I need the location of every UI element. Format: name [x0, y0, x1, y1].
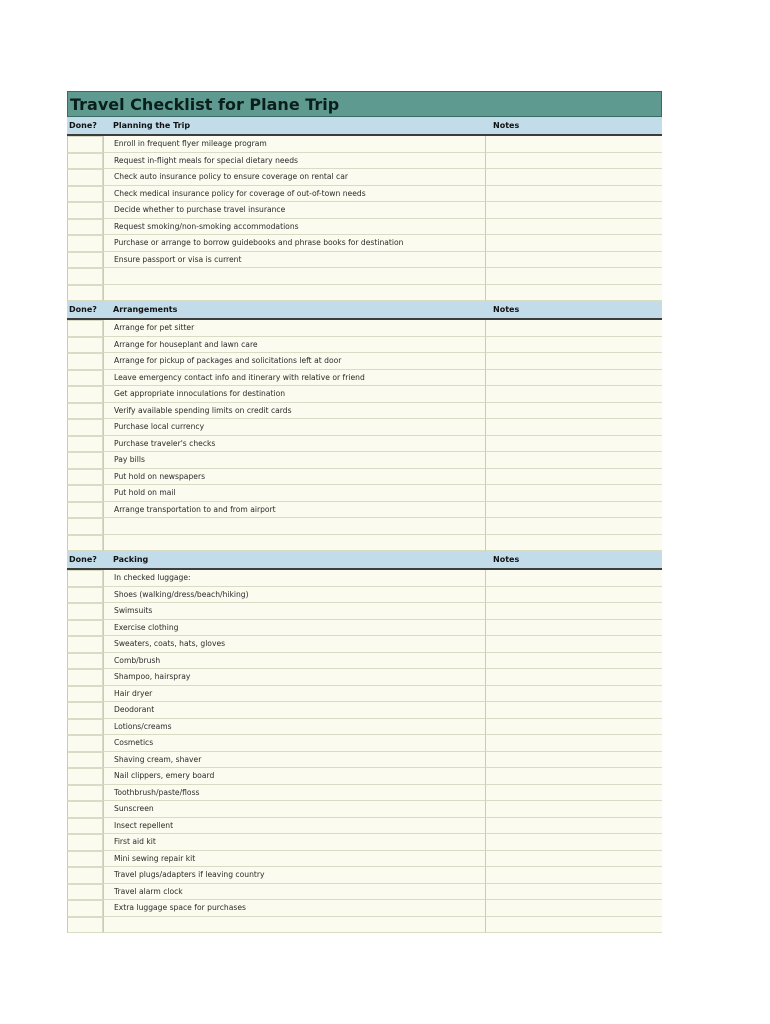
- done-checkbox-cell[interactable]: [67, 285, 103, 302]
- task-cell[interactable]: Exercise clothing: [103, 620, 485, 637]
- task-cell[interactable]: [103, 518, 485, 535]
- checklist-row: [67, 153, 662, 170]
- done-checkbox-cell[interactable]: [67, 570, 103, 587]
- done-checkbox-cell[interactable]: [67, 768, 103, 785]
- notes-cell[interactable]: [485, 669, 662, 686]
- done-checkbox-cell[interactable]: [67, 469, 103, 486]
- done-checkbox-cell[interactable]: [67, 502, 103, 519]
- notes-column-header: Notes: [493, 555, 520, 564]
- task-cell[interactable]: Arrange for houseplant and lawn care: [103, 337, 485, 354]
- notes-cell[interactable]: [485, 469, 662, 486]
- notes-cell[interactable]: [485, 917, 662, 934]
- notes-cell[interactable]: [485, 785, 662, 802]
- checklist-row: [67, 686, 662, 703]
- done-checkbox-cell[interactable]: [67, 785, 103, 802]
- task-cell[interactable]: Put hold on mail: [103, 485, 485, 502]
- notes-cell[interactable]: [485, 452, 662, 469]
- task-cell[interactable]: First aid kit: [103, 834, 485, 851]
- done-checkbox-cell[interactable]: [67, 702, 103, 719]
- checklist-row: [67, 320, 662, 337]
- checklist-row: [67, 834, 662, 851]
- notes-cell[interactable]: [485, 337, 662, 354]
- done-checkbox-cell[interactable]: [67, 370, 103, 387]
- checklist-row: [67, 186, 662, 203]
- task-cell[interactable]: Deodorant: [103, 702, 485, 719]
- task-cell[interactable]: Travel plugs/adapters if leaving country: [103, 867, 485, 884]
- done-checkbox-cell[interactable]: [67, 136, 103, 153]
- task-cell[interactable]: Travel alarm clock: [103, 884, 485, 901]
- done-checkbox-cell[interactable]: [67, 268, 103, 285]
- section-heading: Arrangements: [113, 305, 178, 314]
- checklist-row: [67, 801, 662, 818]
- done-column-header: Done?: [69, 555, 97, 564]
- notes-cell[interactable]: [485, 370, 662, 387]
- done-checkbox-cell[interactable]: [67, 834, 103, 851]
- task-cell[interactable]: Request smoking/non-smoking accommodations: [103, 219, 485, 236]
- checklist-row: [67, 900, 662, 917]
- notes-cell[interactable]: [485, 518, 662, 535]
- notes-cell[interactable]: [485, 900, 662, 917]
- checklist-row: [67, 502, 662, 519]
- done-checkbox-cell[interactable]: [67, 900, 103, 917]
- task-cell[interactable]: Swimsuits: [103, 603, 485, 620]
- notes-cell[interactable]: [485, 386, 662, 403]
- notes-cell[interactable]: [485, 686, 662, 703]
- checklist-row: [67, 636, 662, 653]
- checklist-row: [67, 752, 662, 769]
- task-cell[interactable]: Purchase local currency: [103, 419, 485, 436]
- task-cell[interactable]: In checked luggage:: [103, 570, 485, 587]
- checklist-row: [67, 252, 662, 269]
- checklist-row: [67, 419, 662, 436]
- page-title: Travel Checklist for Plane Trip: [70, 94, 340, 114]
- done-checkbox-cell[interactable]: [67, 752, 103, 769]
- checklist-row: [67, 136, 662, 153]
- checklist-row: [67, 452, 662, 469]
- done-checkbox-cell[interactable]: [67, 636, 103, 653]
- checklist-row: [67, 202, 662, 219]
- checklist-row: [67, 570, 662, 587]
- done-checkbox-cell[interactable]: [67, 436, 103, 453]
- title-bar: [67, 91, 662, 117]
- checklist-row: [67, 370, 662, 387]
- notes-cell[interactable]: [485, 735, 662, 752]
- notes-cell[interactable]: [485, 620, 662, 637]
- checklist-row: [67, 669, 662, 686]
- task-cell[interactable]: Ensure passport or visa is current: [103, 252, 485, 269]
- section-header: [67, 551, 662, 570]
- notes-cell[interactable]: [485, 403, 662, 420]
- checklist-row: [67, 436, 662, 453]
- notes-cell[interactable]: [485, 867, 662, 884]
- done-checkbox-cell[interactable]: [67, 719, 103, 736]
- done-checkbox-cell[interactable]: [67, 603, 103, 620]
- notes-column-header: Notes: [493, 305, 520, 314]
- notes-cell[interactable]: [485, 353, 662, 370]
- task-cell[interactable]: [103, 917, 485, 934]
- done-checkbox-cell[interactable]: [67, 386, 103, 403]
- checklist-row: [67, 818, 662, 835]
- done-checkbox-cell[interactable]: [67, 735, 103, 752]
- task-cell[interactable]: Sweaters, coats, hats, gloves: [103, 636, 485, 653]
- task-cell[interactable]: Request in-flight meals for special dietary needs: [103, 153, 485, 170]
- checklist-row: [67, 917, 662, 934]
- done-checkbox-cell[interactable]: [67, 235, 103, 252]
- notes-cell[interactable]: [485, 285, 662, 302]
- checklist-row: [67, 719, 662, 736]
- task-cell[interactable]: Cosmetics: [103, 735, 485, 752]
- done-checkbox-cell[interactable]: [67, 403, 103, 420]
- checklist-row: [67, 485, 662, 502]
- task-cell[interactable]: Enroll in frequent flyer mileage program: [103, 136, 485, 153]
- task-cell[interactable]: Get appropriate innoculations for destination: [103, 386, 485, 403]
- notes-cell[interactable]: [485, 653, 662, 670]
- checklist-row: [67, 386, 662, 403]
- checklist-row: [67, 785, 662, 802]
- task-cell[interactable]: [103, 535, 485, 552]
- checklist-row: [67, 169, 662, 186]
- task-cell[interactable]: Sunscreen: [103, 801, 485, 818]
- checklist-row: [67, 285, 662, 302]
- checklist-row: [67, 851, 662, 868]
- done-checkbox-cell[interactable]: [67, 669, 103, 686]
- done-checkbox-cell[interactable]: [67, 169, 103, 186]
- task-cell[interactable]: Shaving cream, shaver: [103, 752, 485, 769]
- done-checkbox-cell[interactable]: [67, 851, 103, 868]
- section-header: [67, 117, 662, 136]
- done-column-header: Done?: [69, 121, 97, 130]
- task-cell[interactable]: Arrange for pickup of packages and solicitations left at door: [103, 353, 485, 370]
- checklist-row: [67, 518, 662, 535]
- notes-cell[interactable]: [485, 702, 662, 719]
- sections-container: [67, 117, 662, 933]
- done-checkbox-cell[interactable]: [67, 518, 103, 535]
- notes-cell[interactable]: [485, 436, 662, 453]
- task-cell[interactable]: [103, 268, 485, 285]
- notes-cell[interactable]: [485, 419, 662, 436]
- task-cell[interactable]: Toothbrush/paste/floss: [103, 785, 485, 802]
- section-heading: Planning the Trip: [113, 121, 191, 130]
- done-checkbox-cell[interactable]: [67, 818, 103, 835]
- task-cell[interactable]: Arrange transportation to and from airport: [103, 502, 485, 519]
- task-cell[interactable]: Mini sewing repair kit: [103, 851, 485, 868]
- section-header: [67, 301, 662, 320]
- done-checkbox-cell[interactable]: [67, 587, 103, 604]
- done-checkbox-cell[interactable]: [67, 202, 103, 219]
- notes-cell[interactable]: [485, 252, 662, 269]
- task-cell[interactable]: Comb/brush: [103, 653, 485, 670]
- done-checkbox-cell[interactable]: [67, 485, 103, 502]
- done-checkbox-cell[interactable]: [67, 686, 103, 703]
- notes-cell[interactable]: [485, 603, 662, 620]
- checklist-row: [67, 535, 662, 552]
- section-heading: Packing: [113, 555, 149, 564]
- checklist-row: [67, 337, 662, 354]
- task-cell[interactable]: Arrange for pet sitter: [103, 320, 485, 337]
- done-checkbox-cell[interactable]: [67, 535, 103, 552]
- notes-cell[interactable]: [485, 268, 662, 285]
- done-checkbox-cell[interactable]: [67, 337, 103, 354]
- checklist-row: [67, 653, 662, 670]
- checklist-row: [67, 620, 662, 637]
- checklist-row: [67, 353, 662, 370]
- notes-cell[interactable]: [485, 485, 662, 502]
- checklist-row: [67, 268, 662, 285]
- task-cell[interactable]: Hair dryer: [103, 686, 485, 703]
- task-cell[interactable]: Shampoo, hairspray: [103, 669, 485, 686]
- done-checkbox-cell[interactable]: [67, 419, 103, 436]
- done-checkbox-cell[interactable]: [67, 353, 103, 370]
- checklist-row: [67, 867, 662, 884]
- checklist-row: [67, 469, 662, 486]
- notes-cell[interactable]: [485, 834, 662, 851]
- notes-cell[interactable]: [485, 570, 662, 587]
- notes-cell[interactable]: [485, 768, 662, 785]
- done-checkbox-cell[interactable]: [67, 884, 103, 901]
- done-checkbox-cell[interactable]: [67, 801, 103, 818]
- notes-cell[interactable]: [485, 801, 662, 818]
- task-cell[interactable]: Extra luggage space for purchases: [103, 900, 485, 917]
- notes-cell[interactable]: [485, 636, 662, 653]
- checklist-row: [67, 735, 662, 752]
- done-checkbox-cell[interactable]: [67, 867, 103, 884]
- checklist-row: [67, 235, 662, 252]
- task-cell[interactable]: Verify available spending limits on credit cards: [103, 403, 485, 420]
- checklist-row: [67, 603, 662, 620]
- checklist-sheet: [67, 91, 662, 933]
- notes-cell[interactable]: [485, 320, 662, 337]
- notes-cell[interactable]: [485, 202, 662, 219]
- notes-cell[interactable]: [485, 752, 662, 769]
- notes-cell[interactable]: [485, 818, 662, 835]
- checklist-row: [67, 702, 662, 719]
- notes-cell[interactable]: [485, 235, 662, 252]
- notes-cell[interactable]: [485, 851, 662, 868]
- task-cell[interactable]: Shoes (walking/dress/beach/hiking): [103, 587, 485, 604]
- task-cell[interactable]: Pay bills: [103, 452, 485, 469]
- notes-cell[interactable]: [485, 186, 662, 203]
- notes-cell[interactable]: [485, 587, 662, 604]
- task-cell[interactable]: Leave emergency contact info and itinerary with relative or friend: [103, 370, 485, 387]
- task-cell[interactable]: Nail clippers, emery board: [103, 768, 485, 785]
- notes-cell[interactable]: [485, 169, 662, 186]
- task-cell[interactable]: [103, 285, 485, 302]
- notes-cell[interactable]: [485, 535, 662, 552]
- notes-cell[interactable]: [485, 502, 662, 519]
- task-cell[interactable]: Put hold on newspapers: [103, 469, 485, 486]
- task-cell[interactable]: Insect repellent: [103, 818, 485, 835]
- done-checkbox-cell[interactable]: [67, 153, 103, 170]
- done-checkbox-cell[interactable]: [67, 917, 103, 934]
- notes-cell[interactable]: [485, 153, 662, 170]
- checklist-row: [67, 884, 662, 901]
- task-cell[interactable]: Decide whether to purchase travel insurance: [103, 202, 485, 219]
- notes-cell[interactable]: [485, 719, 662, 736]
- task-cell[interactable]: Purchase or arrange to borrow guidebooks and phrase books for destination: [103, 235, 485, 252]
- done-checkbox-cell[interactable]: [67, 452, 103, 469]
- checklist-row: [67, 219, 662, 236]
- notes-column-header: Notes: [493, 121, 520, 130]
- checklist-row: [67, 403, 662, 420]
- done-checkbox-cell[interactable]: [67, 620, 103, 637]
- done-checkbox-cell[interactable]: [67, 320, 103, 337]
- notes-cell[interactable]: [485, 219, 662, 236]
- notes-cell[interactable]: [485, 884, 662, 901]
- task-cell[interactable]: Purchase traveler's checks: [103, 436, 485, 453]
- checklist-row: [67, 768, 662, 785]
- done-checkbox-cell[interactable]: [67, 653, 103, 670]
- done-checkbox-cell[interactable]: [67, 252, 103, 269]
- task-cell[interactable]: Check auto insurance policy to ensure coverage on rental car: [103, 169, 485, 186]
- done-column-header: Done?: [69, 305, 97, 314]
- notes-cell[interactable]: [485, 136, 662, 153]
- checklist-row: [67, 587, 662, 604]
- done-checkbox-cell[interactable]: [67, 186, 103, 203]
- task-cell[interactable]: Check medical insurance policy for coverage of out-of-town needs: [103, 186, 485, 203]
- done-checkbox-cell[interactable]: [67, 219, 103, 236]
- task-cell[interactable]: Lotions/creams: [103, 719, 485, 736]
